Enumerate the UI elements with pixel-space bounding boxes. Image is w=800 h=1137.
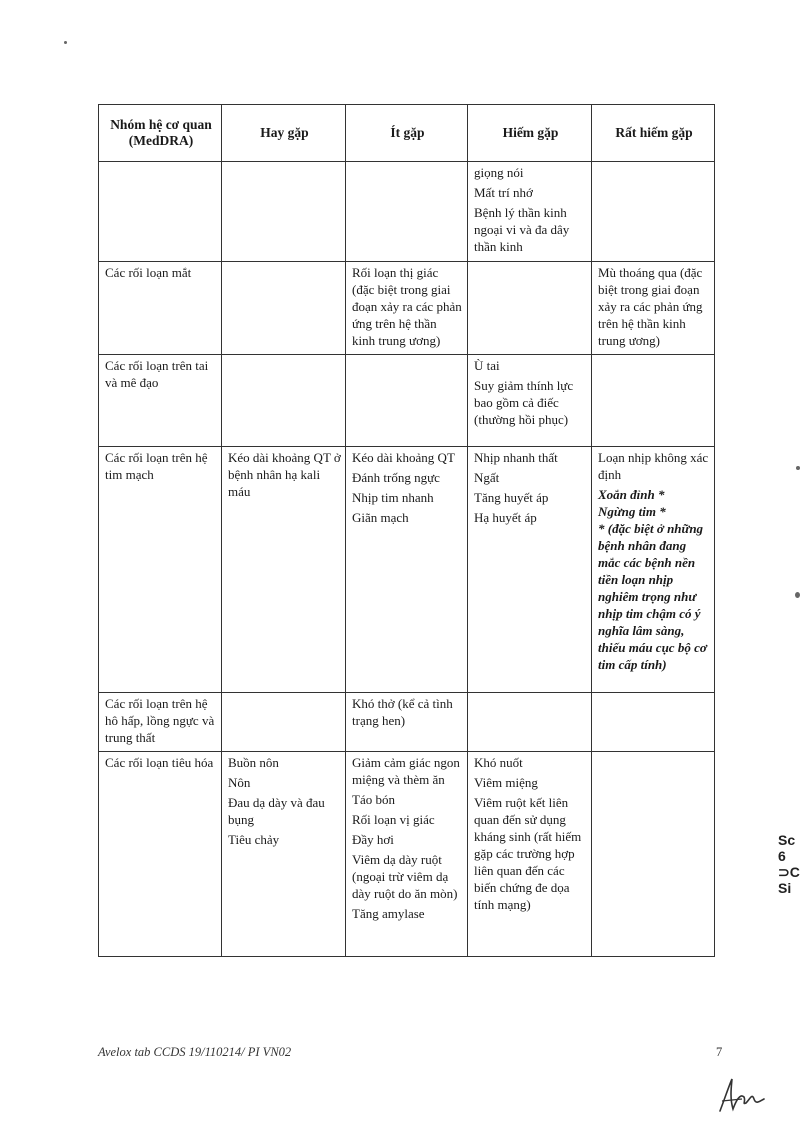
rare-cell xyxy=(468,355,592,447)
reaction-item: Loạn nhịp không xác định xyxy=(598,450,709,482)
reaction-item: Suy giảm thính lực bao gồm cả điếc (thường hồi phục) xyxy=(474,378,574,427)
common-cell xyxy=(222,162,346,262)
organ-class-cell xyxy=(99,447,222,693)
header-common: Hay gặp xyxy=(222,105,346,162)
scan-speck xyxy=(64,41,67,44)
table-row xyxy=(99,752,715,957)
adverse-reactions-table xyxy=(98,104,715,957)
header-uncommon: Ít gặp xyxy=(346,105,468,162)
reaction-item: Viêm miệng xyxy=(474,775,538,790)
reaction-item: Viêm ruột kết liên quan đến sử dụng kháng sinh (rất hiếm gặp các trường hợp liên quan đến các biến chứng đe dọa tính mạng) xyxy=(474,795,582,912)
organ-class-name: Các rối loạn tiêu hóa xyxy=(105,755,214,770)
reaction-item: Giãn mạch xyxy=(352,510,409,525)
reaction-item: Mất trí nhớ xyxy=(474,185,533,200)
reaction-item: Nhịp nhanh thất xyxy=(474,450,558,465)
organ-class-cell xyxy=(99,355,222,447)
common-cell xyxy=(222,355,346,447)
reaction-item: Buồn nôn xyxy=(228,755,279,770)
reaction-item-emphasis: * (đặc biệt ở những bệnh nhân đang mắc các bệnh nền tiền loạn nhịp nghiêm trọng như nhịp tim chậm có ý nghĩa lâm sàng, thiếu máu cục bộ cơ tim cấp tính) xyxy=(598,521,707,672)
uncommon-cell xyxy=(346,693,468,752)
reaction-item: Kéo dài khoảng QT ở bệnh nhân hạ kali máu xyxy=(228,450,341,499)
rare-cell xyxy=(468,693,592,752)
reaction-item: Tăng huyết áp xyxy=(474,490,549,505)
table-row xyxy=(99,693,715,752)
reaction-item: Đau dạ dày và đau bụng xyxy=(228,795,325,827)
reaction-item-emphasis: Ngừng tim * xyxy=(598,504,666,519)
reaction-item: Ngất xyxy=(474,470,500,485)
edge-stamp-text: Sc 6 ⊃C Si xyxy=(778,832,800,896)
signature-mark xyxy=(716,1075,776,1120)
uncommon-cell xyxy=(346,162,468,262)
table-row xyxy=(99,355,715,447)
header-very-rare: Rất hiếm gặp xyxy=(592,105,715,162)
reaction-item: Khó thở (kể cả tình trạng hen) xyxy=(352,696,453,728)
rare-cell xyxy=(468,752,592,957)
very-rare-cell xyxy=(592,447,715,693)
table-row xyxy=(99,447,715,693)
uncommon-cell xyxy=(346,262,468,355)
rare-cell xyxy=(468,162,592,262)
rare-cell xyxy=(468,447,592,693)
header-rare: Hiếm gặp xyxy=(468,105,592,162)
table-row xyxy=(99,262,715,355)
reaction-item: Tiêu chảy xyxy=(228,832,280,847)
uncommon-cell xyxy=(346,447,468,693)
organ-class-name: Các rối loạn trên hệ tim mạch xyxy=(105,450,208,482)
reaction-item: Mù thoáng qua (đặc biệt trong giai đoạn xảy ra các phản ứng trên hệ thần kinh trung ương) xyxy=(598,265,703,348)
reaction-item: Nhịp tim nhanh xyxy=(352,490,434,505)
organ-class-cell xyxy=(99,693,222,752)
reaction-item: giọng nói xyxy=(474,165,524,180)
common-cell xyxy=(222,447,346,693)
scan-speck xyxy=(796,466,800,470)
table-header-row xyxy=(99,105,715,162)
organ-class-name: Các rối loạn mắt xyxy=(105,265,192,280)
reaction-item: Hạ huyết áp xyxy=(474,510,537,525)
reaction-item: Ù tai xyxy=(474,358,500,373)
reaction-item: Giảm cảm giác ngon miệng và thèm ăn xyxy=(352,755,460,787)
common-cell xyxy=(222,693,346,752)
rare-cell xyxy=(468,262,592,355)
reaction-item: Khó nuốt xyxy=(474,755,523,770)
reaction-item: Tăng amylase xyxy=(352,906,425,921)
organ-class-cell xyxy=(99,752,222,957)
page-number: 7 xyxy=(716,1045,723,1059)
reaction-item: Táo bón xyxy=(352,792,395,807)
common-cell xyxy=(222,262,346,355)
reaction-item: Đầy hơi xyxy=(352,832,394,847)
very-rare-cell xyxy=(592,752,715,957)
table-row xyxy=(99,162,715,262)
reaction-item-emphasis: Xoắn đỉnh * xyxy=(598,487,665,502)
common-cell xyxy=(222,752,346,957)
reaction-item: Rối loạn vị giác xyxy=(352,812,435,827)
organ-class-cell xyxy=(99,162,222,262)
very-rare-cell xyxy=(592,355,715,447)
very-rare-cell xyxy=(592,693,715,752)
organ-class-name: Các rối loạn trên hệ hô hấp, lồng ngực và trung thất xyxy=(105,696,215,745)
reaction-item: Đánh trống ngực xyxy=(352,470,440,485)
document-code: Avelox tab CCDS 19/110214/ PI VN02 xyxy=(98,1045,292,1059)
uncommon-cell xyxy=(346,752,468,957)
reaction-item: Nôn xyxy=(228,775,251,790)
very-rare-cell xyxy=(592,262,715,355)
very-rare-cell xyxy=(592,162,715,262)
reaction-item: Viêm dạ dày ruột (ngoại trừ viêm dạ dày ruột do ăn mòn) xyxy=(352,852,458,901)
uncommon-cell xyxy=(346,355,468,447)
organ-class-name: Các rối loạn trên tai và mê đạo xyxy=(105,358,209,390)
reaction-item: Bệnh lý thần kinh ngoại vi và đa dây thần kinh xyxy=(474,205,570,254)
organ-class-cell xyxy=(99,262,222,355)
header-organ-class: Nhóm hệ cơ quan (MedDRA) xyxy=(99,105,222,162)
scan-speck xyxy=(795,592,800,598)
reaction-item: Rối loạn thị giác (đặc biệt trong giai đoạn xảy ra các phản ứng trên hệ thần kinh trung ương) xyxy=(352,265,462,348)
reaction-item: Kéo dài khoảng QT xyxy=(352,450,455,465)
